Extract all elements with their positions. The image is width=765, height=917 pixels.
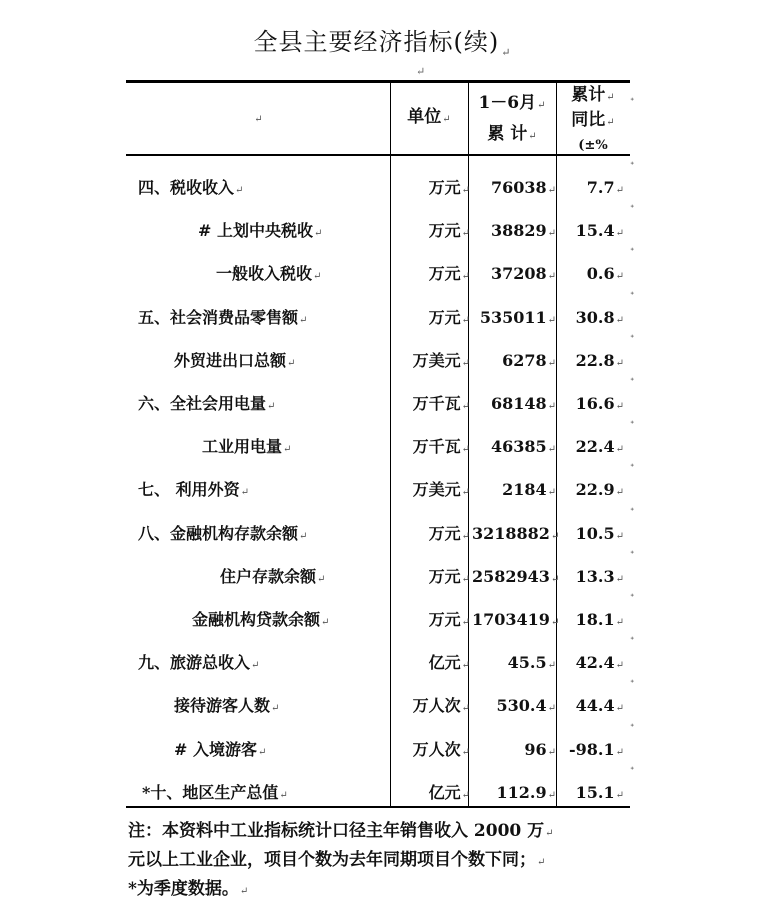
row-value: 2582943↵ bbox=[472, 566, 560, 586]
row-value: 1703419↵ bbox=[472, 610, 560, 629]
paragraph-mark-icon: ↵ bbox=[615, 271, 624, 283]
paragraph-mark-icon: ↵ bbox=[547, 314, 556, 326]
paragraph-mark-icon: ↵ bbox=[461, 617, 470, 628]
title-text: 全县主要经济指标(续) bbox=[253, 28, 500, 56]
row-unit: 万人次↵ bbox=[412, 696, 470, 716]
row-value: 45.5↵ bbox=[507, 653, 556, 673]
row-unit: 万美元↵ bbox=[412, 350, 470, 370]
paragraph-mark-icon: ↵ bbox=[615, 573, 624, 585]
footnote-line3: *为季度数据。 bbox=[128, 879, 239, 899]
row-name: 六、全社会用电量↵ bbox=[138, 394, 276, 413]
header-yoy-line2: 同比 bbox=[571, 110, 606, 130]
header-period-line2: 累 计 bbox=[487, 124, 528, 144]
paragraph-mark-icon: ↵ bbox=[461, 746, 470, 758]
cell-end-mark-icon: ᐩ bbox=[630, 461, 635, 475]
paragraph-mark-icon: ↵ bbox=[606, 92, 615, 103]
row-yoy: 22.9↵ bbox=[575, 480, 624, 500]
paragraph-mark-icon: ↵ bbox=[299, 314, 308, 326]
row-unit: 万千瓦↵ bbox=[412, 394, 470, 413]
paragraph-mark-icon: ↵ bbox=[240, 487, 249, 499]
cell-end-mark-icon: ᐩ bbox=[630, 547, 635, 561]
row-yoy: 18.1↵ bbox=[575, 610, 624, 629]
paragraph-mark-icon: ↵ bbox=[461, 357, 470, 369]
row-yoy: 10.5↵ bbox=[575, 523, 624, 543]
paragraph-mark-icon: ↵ bbox=[615, 228, 624, 240]
row-unit: 万人次↵ bbox=[412, 739, 470, 759]
row-value: 37208↵ bbox=[490, 264, 556, 284]
row-name: 五、社会消费品零售额↵ bbox=[138, 307, 308, 327]
table-row bbox=[126, 641, 630, 684]
row-value: 530.4↵ bbox=[496, 696, 556, 716]
table-row bbox=[126, 425, 630, 468]
row-unit: 万元↵ bbox=[428, 221, 470, 241]
paragraph-mark-icon: ↵ bbox=[461, 271, 470, 283]
paragraph-mark-icon: ↵ bbox=[545, 828, 554, 839]
row-value: 46385↵ bbox=[490, 437, 556, 457]
row-name: 接待游客人数↵ bbox=[174, 696, 280, 716]
row-yoy: 22.8↵ bbox=[575, 350, 624, 370]
cell-end-mark-icon: ᐩ bbox=[630, 245, 635, 259]
indicator-table bbox=[126, 80, 630, 808]
table-row bbox=[126, 339, 630, 382]
page-title bbox=[0, 22, 765, 59]
row-unit: 万元↵ bbox=[428, 566, 470, 586]
table-row bbox=[126, 296, 630, 339]
row-yoy: 15.4↵ bbox=[575, 221, 624, 241]
row-value: 68148↵ bbox=[490, 394, 556, 413]
table-row bbox=[126, 166, 630, 209]
paragraph-mark-icon: ↵ bbox=[547, 271, 556, 283]
row-unit: 万元↵ bbox=[428, 178, 470, 197]
paragraph-mark-icon: ↵ bbox=[317, 573, 326, 585]
row-yoy: 44.4↵ bbox=[575, 696, 624, 716]
row-yoy: 30.8↵ bbox=[575, 307, 624, 327]
table-row bbox=[126, 598, 630, 641]
cell-end-mark-icon: ᐩ bbox=[630, 504, 635, 518]
row-name: 一般收入税收↵ bbox=[216, 264, 322, 284]
cell-end-mark-icon: ᐩ bbox=[630, 159, 635, 172]
row-yoy: 22.4↵ bbox=[575, 437, 624, 457]
row-name: 外贸进出口总额↵ bbox=[174, 350, 296, 370]
cell-end-mark-icon: ᐩ bbox=[630, 375, 635, 388]
paragraph-mark-icon: ↵ bbox=[615, 487, 624, 499]
row-name: 工业用电量↵ bbox=[202, 437, 292, 457]
row-value: 2184↵ bbox=[502, 480, 556, 500]
table-row bbox=[126, 555, 630, 598]
table-row bbox=[126, 512, 630, 555]
cell-end-mark-icon: ᐩ bbox=[630, 634, 635, 648]
table-row bbox=[126, 468, 630, 511]
row-yoy: 13.3↵ bbox=[575, 566, 624, 586]
paragraph-mark-icon: ↵ bbox=[547, 789, 556, 801]
table-row bbox=[126, 684, 630, 727]
paragraph-mark-icon: ↵ bbox=[235, 185, 244, 196]
row-value: 38829↵ bbox=[490, 221, 556, 241]
row-name: # 上划中央税收↵ bbox=[198, 221, 323, 241]
paragraph-mark-icon: ↵ bbox=[550, 530, 560, 542]
paragraph-mark-icon: ↵ bbox=[239, 886, 249, 897]
header-unit-cell bbox=[390, 106, 468, 131]
paragraph-mark-icon: ↵ bbox=[547, 185, 556, 196]
paragraph-mark-icon: ↵ bbox=[615, 746, 624, 758]
table-row bbox=[126, 252, 630, 295]
row-yoy: 16.6↵ bbox=[575, 394, 624, 413]
row-yoy: 0.6↵ bbox=[586, 264, 624, 284]
footnote-line2: 元以上工业企业，项目个数为去年同期项目个数下同； bbox=[128, 850, 536, 870]
header-period-line1: 1－6月 bbox=[478, 93, 537, 113]
paragraph-mark-icon: ↵ bbox=[547, 487, 556, 499]
paragraph-mark-icon: ↵ bbox=[606, 117, 615, 128]
row-name: # 入境游客↵ bbox=[174, 739, 267, 759]
paragraph-mark-icon: ↵ bbox=[254, 114, 263, 125]
paragraph-mark-icon: ↵ bbox=[271, 703, 280, 715]
row-unit: 万千瓦↵ bbox=[412, 437, 470, 457]
header-yoy-line1: 累计 bbox=[571, 85, 606, 105]
table-row bbox=[126, 382, 630, 425]
paragraph-mark-icon: ↵ bbox=[461, 703, 470, 715]
paragraph-mark-icon: ↵ bbox=[279, 789, 288, 801]
paragraph-mark-icon: ↵ bbox=[547, 660, 556, 672]
row-value: 112.9↵ bbox=[496, 782, 556, 802]
paragraph-mark-icon: ↵ bbox=[615, 314, 624, 326]
paragraph-mark-icon: ↵ bbox=[547, 357, 556, 369]
paragraph-mark-icon: ↵ bbox=[461, 228, 470, 240]
paragraph-mark-icon: ↵ bbox=[501, 46, 512, 59]
paragraph-mark-icon: ↵ bbox=[461, 660, 470, 672]
paragraph-mark-icon: ↵ bbox=[537, 100, 546, 111]
paragraph-mark-icon: ↵ bbox=[461, 185, 470, 196]
paragraph-mark-icon: ↵ bbox=[461, 314, 470, 326]
row-value: 96↵ bbox=[524, 739, 556, 759]
cell-end-mark-icon: ᐩ bbox=[630, 418, 635, 432]
paragraph-mark-icon: ↵ bbox=[251, 660, 260, 672]
header-unit: 单位 bbox=[407, 107, 442, 127]
cell-end-mark-icon: ᐩ bbox=[630, 677, 635, 691]
paragraph-mark-icon: ↵ bbox=[537, 857, 546, 868]
row-yoy: -98.1↵ bbox=[569, 739, 624, 759]
paragraph-mark-icon: ↵ bbox=[461, 573, 470, 585]
paragraph-mark-icon: ↵ bbox=[257, 746, 267, 758]
paragraph-mark-icon: ↵ bbox=[615, 185, 624, 196]
paragraph-mark-icon: ↵ bbox=[615, 401, 624, 412]
table-row bbox=[126, 771, 630, 814]
cell-end-mark-icon: ᐩ bbox=[630, 288, 635, 302]
footnote-line1: 注：本资料中工业指标统计口径主年销售收入 2000 万 bbox=[128, 821, 545, 841]
row-name: 金融机构贷款余额↵ bbox=[192, 610, 330, 629]
row-name: 九、旅游总收入↵ bbox=[138, 653, 260, 673]
row-unit: 亿元↵ bbox=[428, 653, 470, 673]
row-unit: 万元↵ bbox=[428, 523, 470, 543]
paragraph-mark-icon: ↵ bbox=[615, 357, 624, 369]
paragraph-mark-icon: ↵ bbox=[615, 703, 624, 715]
cell-end-mark-icon: ᐩ bbox=[630, 720, 635, 734]
footnote bbox=[128, 818, 688, 905]
paragraph-mark-icon: ↵ bbox=[283, 444, 292, 456]
paragraph-mark-icon: ↵ bbox=[547, 401, 556, 412]
paragraph-mark-icon: ↵ bbox=[528, 131, 537, 142]
cell-end-mark-icon: ᐩ bbox=[630, 331, 635, 345]
paragraph-mark-icon: ↵ bbox=[615, 530, 624, 542]
paragraph-mark-icon: ↵ bbox=[547, 703, 556, 715]
paragraph-mark-icon: ↵ bbox=[615, 617, 624, 628]
row-name: *十、地区生产总值↵ bbox=[142, 782, 288, 802]
row-unit: 万元↵ bbox=[428, 610, 470, 629]
row-value: 76038↵ bbox=[490, 178, 556, 197]
paragraph-mark-icon: ↵ bbox=[321, 617, 330, 628]
row-name: 八、金融机构存款余额↵ bbox=[138, 523, 308, 543]
paragraph-mark-icon: ↵ bbox=[550, 573, 560, 585]
table-header-rule bbox=[126, 154, 630, 156]
paragraph-mark-icon: ↵ bbox=[461, 789, 470, 801]
row-yoy: 42.4↵ bbox=[575, 653, 624, 673]
paragraph-mark-icon: ↵ bbox=[550, 617, 560, 628]
paragraph-mark-icon: ↵ bbox=[547, 746, 556, 758]
paragraph-mark-icon: ↵ bbox=[547, 228, 556, 240]
row-name: 七、 利用外资↵ bbox=[138, 480, 249, 500]
paragraph-mark-icon: ↵ bbox=[547, 444, 556, 456]
table-top-rule bbox=[126, 80, 630, 83]
row-yoy: 15.1↵ bbox=[575, 782, 624, 802]
row-unit: 万元↵ bbox=[428, 264, 470, 284]
paragraph-mark-icon: ↵ bbox=[615, 789, 624, 801]
paragraph-mark-icon: ↵ bbox=[461, 530, 470, 542]
paragraph-mark-icon: ↵ bbox=[287, 357, 296, 369]
paragraph-mark-icon: ↵ bbox=[461, 444, 470, 456]
paragraph-mark-icon: ↵ bbox=[267, 401, 276, 412]
cell-end-mark-icon: ᐩ bbox=[630, 95, 635, 108]
row-yoy: 7.7↵ bbox=[586, 178, 624, 197]
header-yoy-cell bbox=[556, 84, 630, 157]
paragraph-mark-icon: ↵ bbox=[299, 530, 308, 542]
paragraph-mark-icon: ↵ bbox=[461, 487, 470, 499]
row-name: 住户存款余额↵ bbox=[220, 566, 326, 586]
paragraph-mark-icon: ↵ bbox=[615, 660, 624, 672]
row-value: 3218882↵ bbox=[472, 523, 560, 543]
paragraph-mark-icon: ↵ bbox=[313, 271, 322, 283]
paragraph-mark-icon: ↵ bbox=[615, 444, 624, 456]
paragraph-mark-icon: ↵ bbox=[416, 65, 426, 78]
header-period-cell bbox=[468, 92, 556, 148]
paragraph-mark-icon: ↵ bbox=[313, 228, 323, 240]
cell-end-mark-icon: ᐩ bbox=[630, 202, 635, 216]
cell-end-mark-icon: ᐩ bbox=[630, 591, 635, 604]
table-row bbox=[126, 728, 630, 771]
row-unit: 万美元↵ bbox=[412, 480, 470, 500]
paragraph-mark-icon: ↵ bbox=[442, 114, 451, 125]
header-name-cell bbox=[126, 106, 390, 131]
cell-end-mark-icon: ᐩ bbox=[630, 763, 635, 777]
row-value: 535011↵ bbox=[479, 307, 556, 327]
row-name: 四、税收收入↵ bbox=[138, 178, 244, 197]
paragraph-mark-icon: ↵ bbox=[461, 401, 470, 412]
row-unit: 万元↵ bbox=[428, 307, 470, 327]
header-yoy-line3: (±% bbox=[578, 138, 608, 153]
row-unit: 亿元↵ bbox=[428, 782, 470, 802]
table-row bbox=[126, 209, 630, 252]
row-value: 6278↵ bbox=[502, 350, 556, 370]
